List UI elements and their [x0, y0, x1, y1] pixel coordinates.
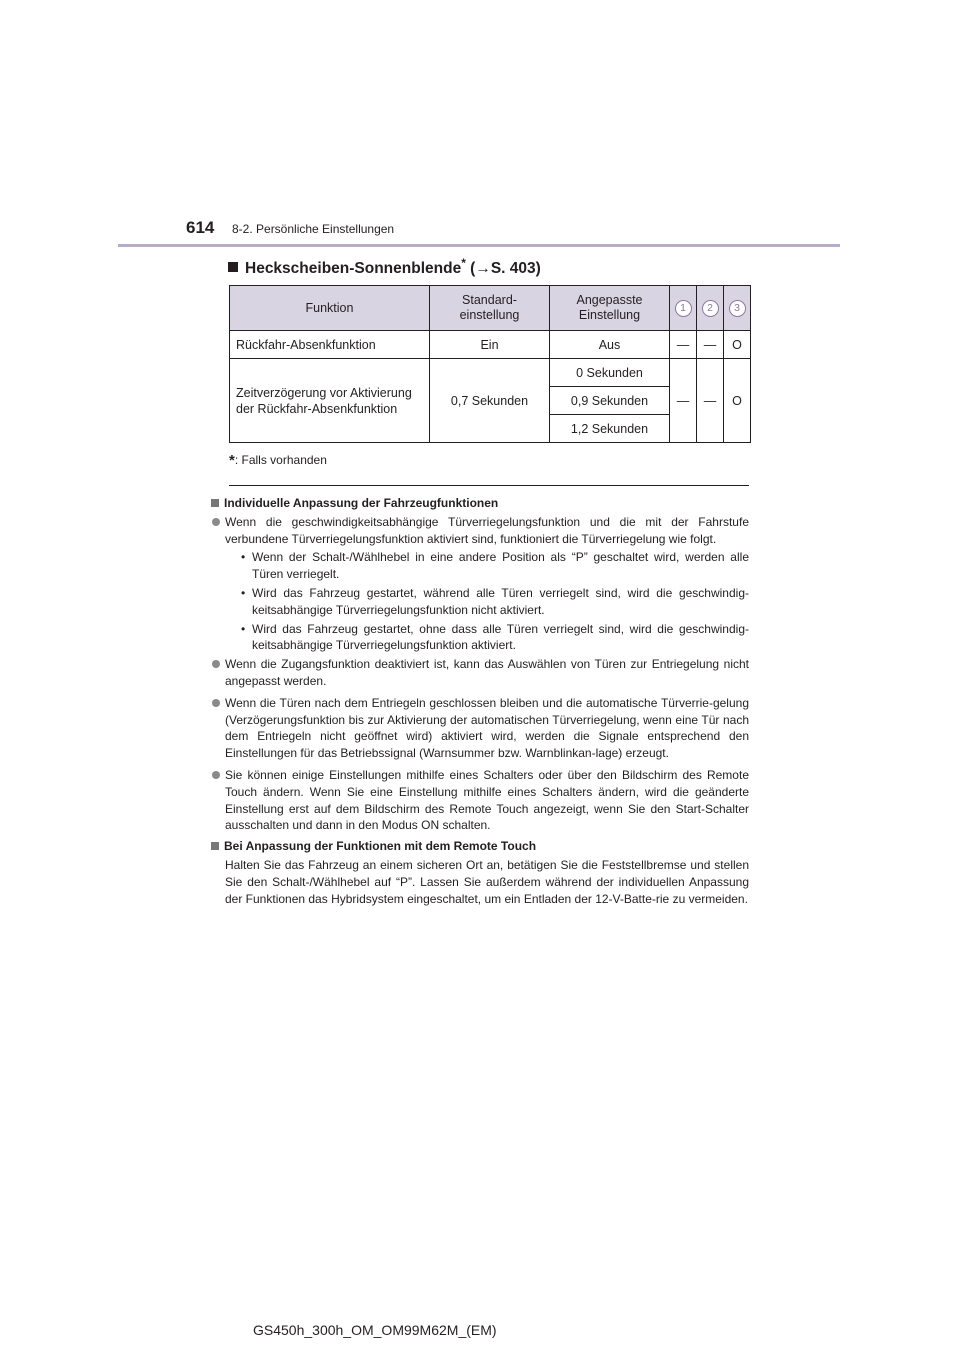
table-row [230, 359, 751, 387]
notes-individual [211, 495, 749, 907]
cell-angepasst-option: 0,9 Sekunden [550, 387, 670, 415]
sub-list-item-text: Wenn der Schalt-/Wählhebel in eine andere Position als “P” geschaltet wird, werden alle Türen verriegelt. [252, 550, 749, 582]
header-funktion: Funktion [230, 286, 430, 331]
note-heading [211, 495, 749, 512]
circled-number-1-icon: 1 [675, 300, 692, 317]
cell-standard: Ein [430, 331, 550, 359]
section-page-reference: (→S. 403) [465, 260, 541, 278]
square-bullet-icon [211, 499, 219, 507]
sub-bullet-icon: • [241, 585, 246, 600]
sub-list-item-text: Wird das Fahrzeug gestartet, während alle Türen verriegelt sind, wird die geschwindig-keitsabhängige Türverriegelungsfunktion nicht aktiviert. [252, 585, 749, 617]
sub-list-item [211, 585, 749, 619]
page-number: 614 [186, 218, 215, 237]
cell-col-2: — [697, 331, 724, 359]
sub-list-item-text: Wird das Fahrzeug gestartet, ohne dass alle Türen verriegelt sind, wird die geschwindig-keitsabhängige Türverriegelungsfunktion aktiviert. [252, 621, 749, 653]
circle-bullet-icon [212, 660, 220, 668]
circle-bullet-icon [212, 518, 220, 526]
list-item [211, 695, 749, 762]
cell-angepasst-option: 1,2 Sekunden [550, 415, 670, 443]
table-row [230, 331, 751, 359]
notes-divider [229, 485, 749, 486]
note-heading [211, 838, 749, 855]
square-bullet-icon [228, 262, 238, 272]
sub-list-item [211, 621, 749, 655]
list-item [211, 767, 749, 834]
table-header-row [230, 286, 751, 331]
cell-angepasst-option: 0 Sekunden [550, 359, 670, 387]
list-item-text: Wenn die Türen nach dem Entriegeln geschlossen bleiben und die automatische Türverrie-gelung (Verzögerungsfunktion bis zur Aktivierung der automatischen Türverriegelung, wenn eine Tür nach dem Entriegeln nicht geöffnet wird) aktiviert wird, werden die Signale entsprechend den Einstellungen für das Betriebssignal (Warnsummer bzw. Warnblinkan-lage) erzeugt. [225, 695, 749, 761]
section-title-text: Heckscheiben-Sonnenblende [245, 260, 462, 278]
header-standard-text: Standard-einstellung [459, 293, 520, 322]
note-paragraph: Halten Sie das Fahrzeug an einem sicheren Ort an, betätigen Sie die Feststellbremse und stellen Sie den Schalt-/Wählhebel auf “P”. Lassen Sie außerdem während der individuellen Anpassung der Funktionen das Hybridsystem eingeschaltet, um ein Entladen der 12-V-Batte-rie zu vermeiden. [225, 857, 749, 906]
cell-col-1: — [670, 331, 697, 359]
circle-bullet-icon [212, 699, 220, 707]
sub-list-item [211, 549, 749, 583]
cell-col-2: — [697, 359, 724, 443]
header-col-1 [670, 286, 697, 331]
cell-standard: 0,7 Sekunden [430, 359, 550, 443]
cell-col-3: O [724, 359, 751, 443]
section-title [228, 256, 541, 278]
header-col-2 [697, 286, 724, 331]
cell-funktion: Zeitverzögerung vor Aktivierung der Rückfahr-Absenkfunktion [230, 359, 430, 443]
cell-funktion: Rückfahr-Absenkfunktion [230, 331, 430, 359]
note-heading-text: Individuelle Anpassung der Fahrzeugfunktionen [224, 496, 499, 510]
list-item [211, 656, 749, 690]
list-item-text: Wenn die geschwindigkeitsabhängige Türverriegelungsfunktion und die mit der Fahrstufe verbundene Türverriegelungsfunktion aktiviert sind, funktioniert die Türverriegelung wie folgt. [225, 514, 749, 546]
header-standard [430, 286, 550, 331]
cell-angepasst: Aus [550, 331, 670, 359]
list-item-text: Wenn die Zugangsfunktion deaktiviert ist, kann das Auswählen von Türen zur Entriegelung nicht angepasst werden. [225, 657, 749, 688]
circle-bullet-icon [212, 771, 220, 779]
note-heading-text: Bei Anpassung der Funktionen mit dem Remote Touch [224, 839, 537, 854]
cell-col-3: O [724, 331, 751, 359]
chapter-title: 8-2. Persönliche Einstellungen [232, 222, 395, 236]
header-col-3 [724, 286, 751, 331]
settings-table [229, 285, 751, 443]
circled-number-3-icon: 3 [729, 300, 746, 317]
footnote-mark: * [229, 452, 235, 469]
document-code: GS450h_300h_OM_OM99M62M_(EM) [253, 1322, 497, 1338]
circled-number-2-icon: 2 [702, 300, 719, 317]
sub-bullet-icon: • [241, 550, 246, 565]
footnote-text: : Falls vorhanden [234, 453, 327, 467]
sub-bullet-icon: • [241, 621, 246, 636]
cell-col-1: — [670, 359, 697, 443]
square-bullet-icon [211, 842, 219, 850]
header-angepasst [550, 286, 670, 331]
list-item [211, 514, 749, 548]
section-title-asterisk: * [461, 256, 466, 270]
header-rule [118, 244, 840, 247]
header-angepasst-text: Angepasste Einstellung [576, 293, 643, 322]
footnote [229, 452, 327, 469]
list-item-text: Sie können einige Einstellungen mithilfe eines Schalters oder über den Bildschirm des Remote Touch ändern. Wenn Sie eine Einstellung mithilfe eines Schalters ändern, wird die geänderte Einstellung erst auf dem Bildschirm des Remote Touch angezeigt, wenn Sie den Start-Schalter ausschalten und dann in den Modus ON schalten. [225, 767, 749, 833]
